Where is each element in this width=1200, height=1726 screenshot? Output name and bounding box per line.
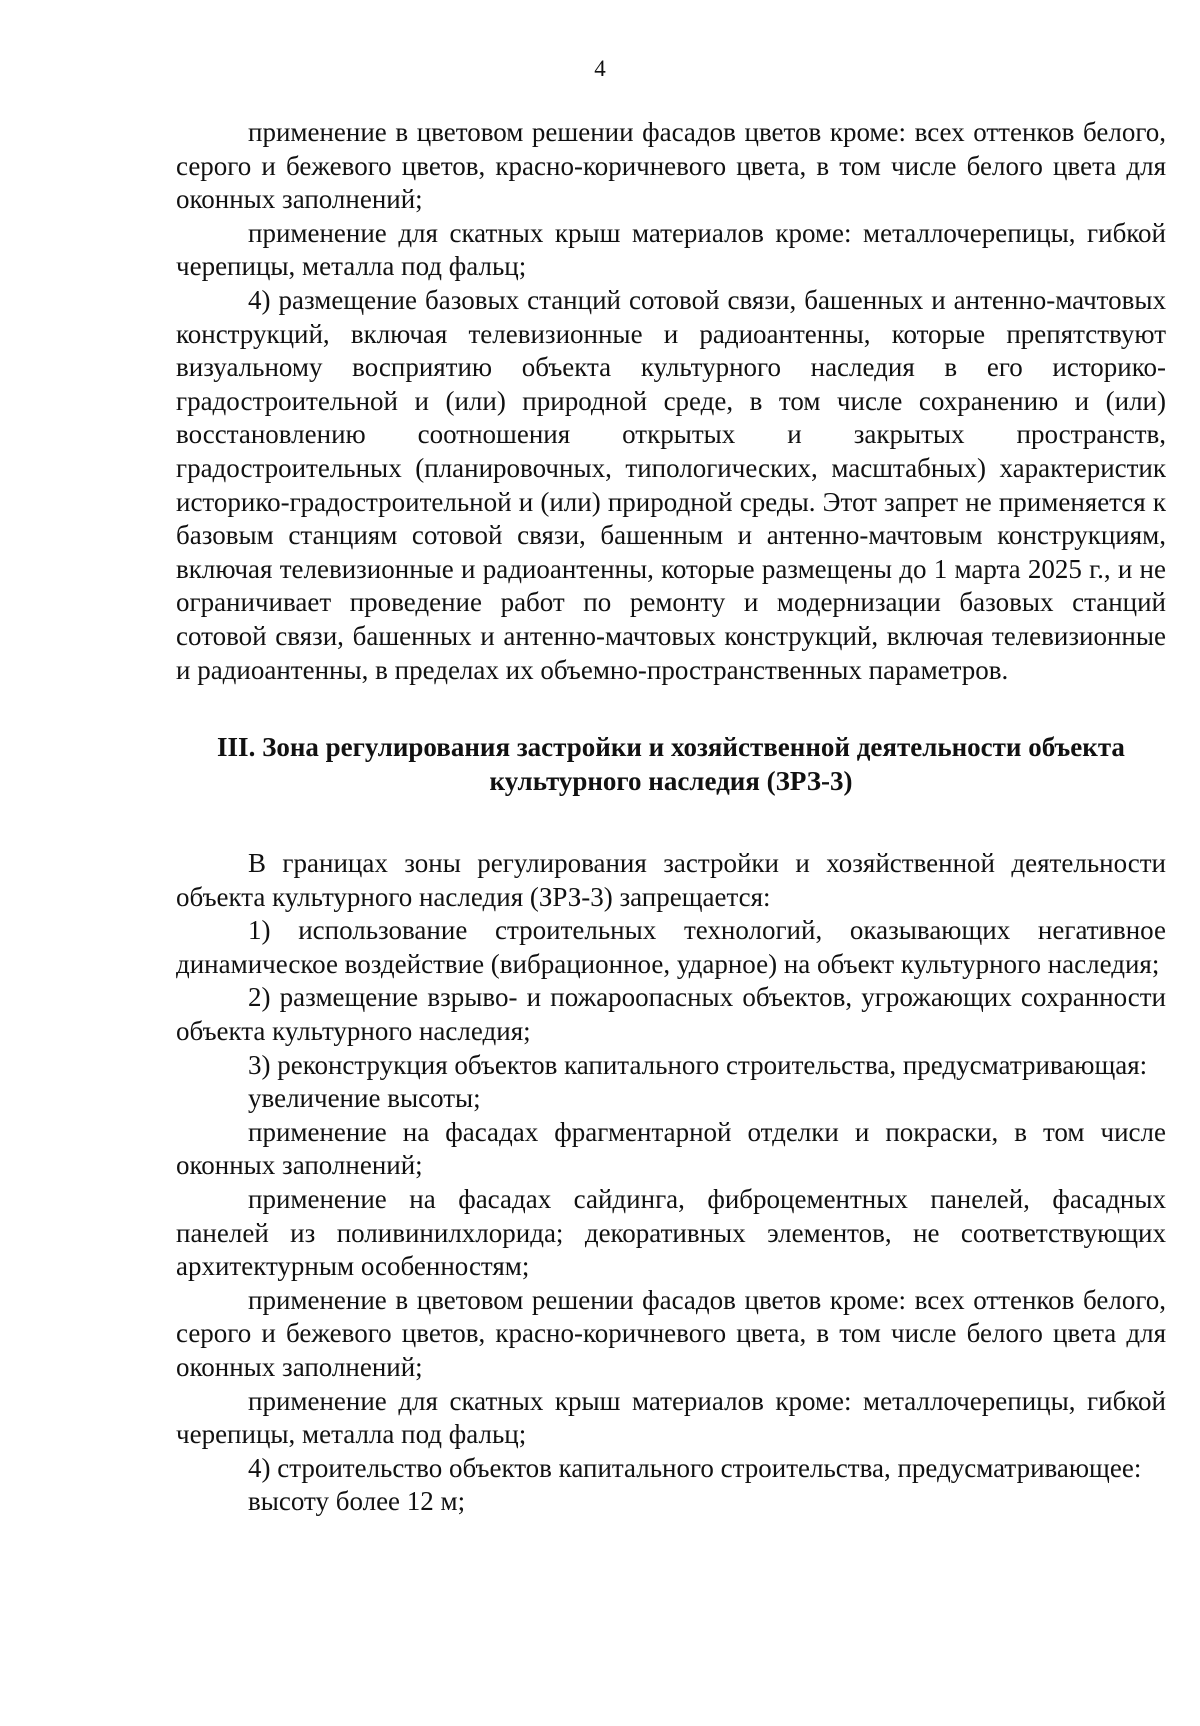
paragraph: применение для скатных крыш материалов кроме: металлочерепицы, гибкой черепицы, металла под фальц; <box>176 1385 1166 1450</box>
paragraph: увеличение высоты; <box>248 1083 481 1114</box>
section-heading <box>176 730 1166 798</box>
paragraph: 1) использование строительных технологий, оказывающих негативное динамическое воздействие (вибрационное, ударное) на объект культурного наследия; <box>176 915 1166 979</box>
paragraph: В границах зоны регулирования застройки и хозяйственной деятельности объекта культурного наследия (ЗРЗ-3) запрещается: <box>176 848 1166 912</box>
paragraph: 3) реконструкция объектов капитального строительства, предусматривающая: <box>248 1049 1148 1080</box>
document-body <box>176 116 1166 1519</box>
paragraph: 4) строительство объектов капитального строительства, предусматривающее: <box>248 1452 1142 1483</box>
page-number: 4 <box>594 56 606 81</box>
paragraph: высоту более 12 м; <box>248 1486 466 1517</box>
paragraph: применение на фасадах сайдинга, фиброцементных панелей, фасадных панелей из поливинилхлорида; декоративных элементов, не соответствующих архитектурным особенностям; <box>176 1184 1166 1282</box>
paragraph: 4) размещение базовых станций сотовой связи, башенных и антенно-мачтовых конструкций, включая телевизионные и радиоантенны, которые препятствуют визуальному восприятию объекта культурного наследия в его историко-градостроительной и (или) природной среде, в том числе сохранению и (или) восстановлению соотношения открытых и закрытых пространств, градостроительных (планировочных, типологических, масштабных) характеристик историко-градостроительной и (или) природной среды. Этот запрет не применяется к базовым станциям сотовой связи, башенным и антенно-мачтовым конструкциям, включая телевизионные и радиоантенны, которые размещены до 1 марта 2025 г., и не ограничивает проведение работ по ремонту и модернизации базовых станций сотовой связи, башенных и антенно-мачтовых конструкций, включая телевизионные и радиоантенны, в пределах их объемно-пространственных параметров. <box>176 284 1166 685</box>
section-heading-line-1: III. Зона регулирования застройки и хозяйственной деятельности объекта <box>217 732 1125 763</box>
section-heading-line-2: культурного наследия (ЗРЗ-3) <box>489 766 853 797</box>
paragraph: 2) размещение взрыво- и пожароопасных объектов, угрожающих сохранности объекта культурного наследия; <box>176 982 1166 1047</box>
paragraph: применение на фасадах фрагментарной отделки и покраски, в том числе оконных заполнений; <box>176 1116 1166 1181</box>
paragraph: применение в цветовом решении фасадов цветов кроме: всех оттенков белого, серого и бежевого цветов, красно-коричневого цвета, в том числе белого цвета для оконных заполнений; <box>176 117 1166 215</box>
paragraph: применение в цветовом решении фасадов цветов кроме: всех оттенков белого, серого и бежевого цветов, красно-коричневого цвета, в том числе белого цвета для оконных заполнений; <box>176 1284 1166 1382</box>
paragraph: применение для скатных крыш материалов кроме: металлочерепицы, гибкой черепицы, металла под фальц; <box>176 217 1166 282</box>
